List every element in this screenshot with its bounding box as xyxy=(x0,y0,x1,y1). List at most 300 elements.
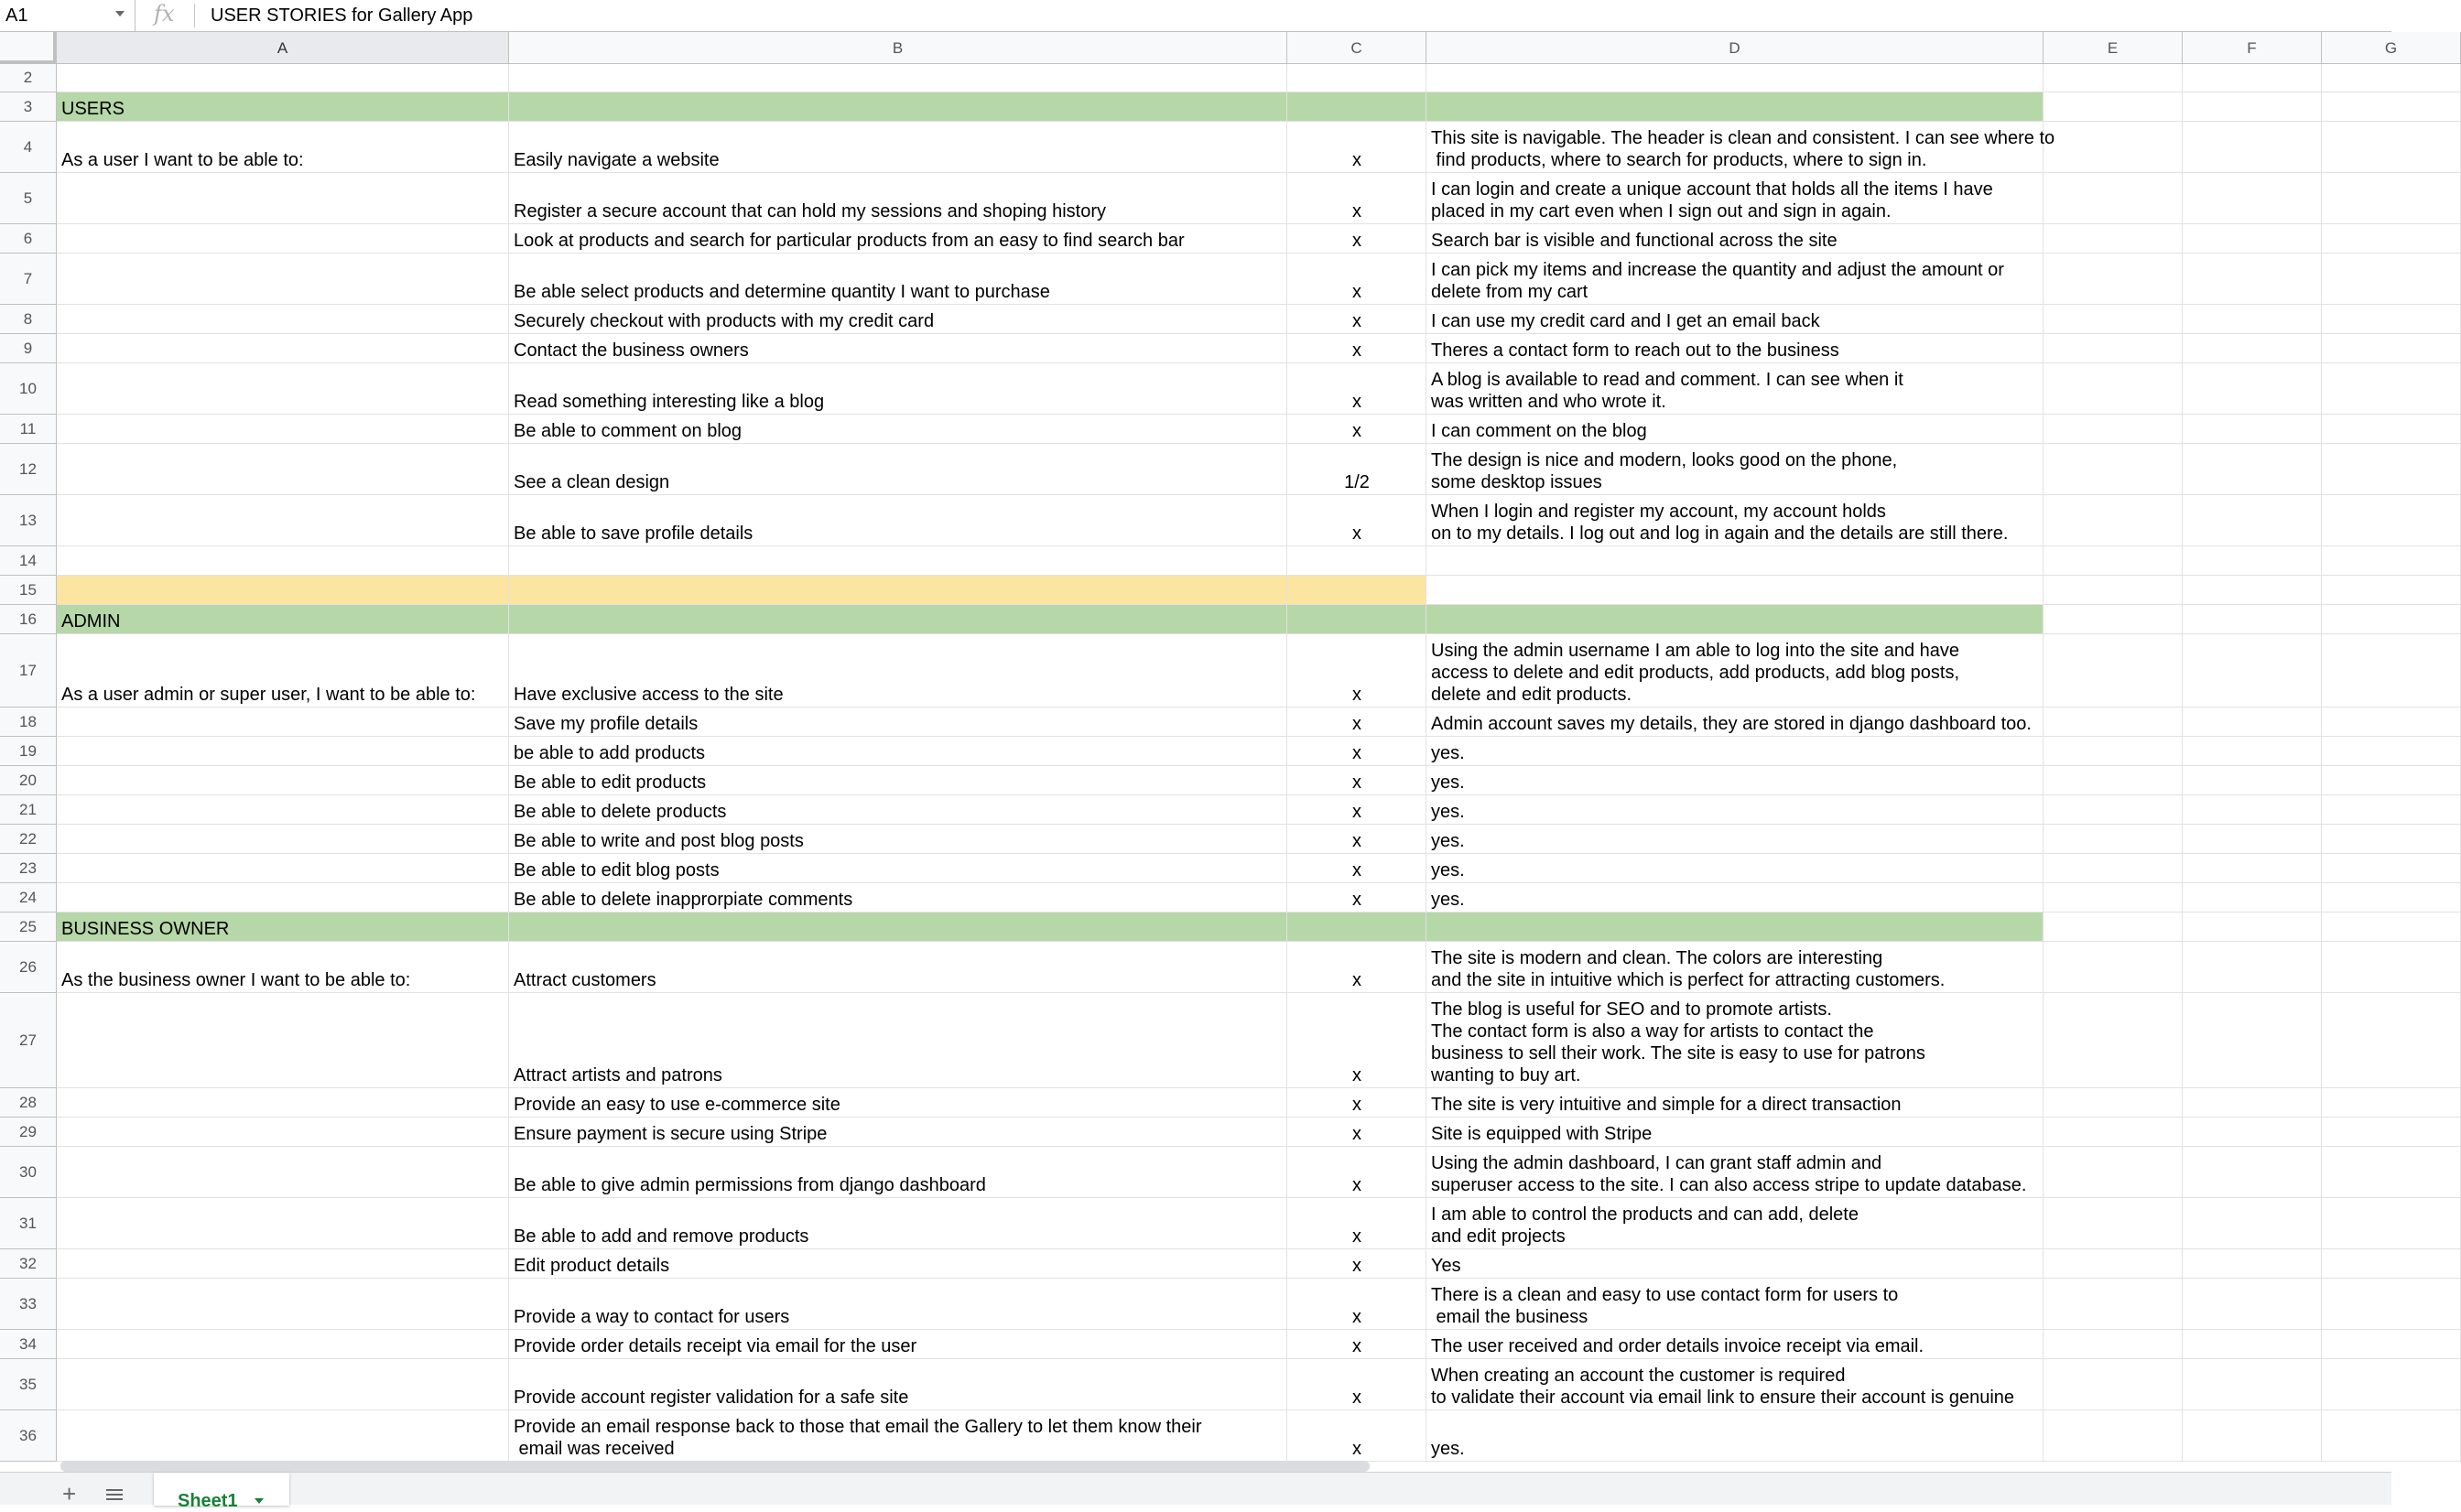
row-header-35[interactable]: 35 xyxy=(0,1359,57,1410)
cell-b19[interactable] xyxy=(509,737,1287,766)
cell-e18[interactable] xyxy=(2044,707,2183,737)
row-header-29[interactable]: 29 xyxy=(0,1118,57,1147)
cell-a32[interactable] xyxy=(57,1249,509,1279)
cell-f22[interactable] xyxy=(2183,825,2322,854)
cell-g28[interactable] xyxy=(2322,1088,2461,1118)
cell-a18[interactable] xyxy=(57,707,509,737)
cell-d10[interactable] xyxy=(1426,363,2044,415)
cell-e34[interactable] xyxy=(2044,1330,2183,1359)
cell-a30[interactable] xyxy=(57,1147,509,1198)
cell-c6[interactable] xyxy=(1287,224,1426,254)
cell-a4[interactable] xyxy=(57,122,509,173)
cell-g21[interactable] xyxy=(2322,795,2461,825)
row-header-2[interactable]: 2 xyxy=(0,64,57,92)
cell-e26[interactable] xyxy=(2044,942,2183,993)
cell-c36[interactable] xyxy=(1287,1410,1426,1462)
cell-d3[interactable] xyxy=(1426,92,2044,122)
cell-b6[interactable] xyxy=(509,224,1287,254)
cell-e15[interactable] xyxy=(2044,576,2183,605)
cell-d26[interactable] xyxy=(1426,942,2044,993)
cell-f25[interactable] xyxy=(2183,913,2322,942)
cell-b10[interactable] xyxy=(509,363,1287,415)
add-sheet-icon[interactable]: + xyxy=(62,1480,77,1507)
cell-f14[interactable] xyxy=(2183,546,2322,576)
row-header-3[interactable]: 3 xyxy=(0,92,57,122)
cell-b20[interactable] xyxy=(509,766,1287,795)
cell-f20[interactable] xyxy=(2183,766,2322,795)
cell-b25[interactable] xyxy=(509,913,1287,942)
cell-a15[interactable] xyxy=(57,576,509,605)
cell-d27[interactable] xyxy=(1426,993,2044,1088)
cell-d6[interactable] xyxy=(1426,224,2044,254)
cell-c31[interactable] xyxy=(1287,1198,1426,1249)
cell-a20[interactable] xyxy=(57,766,509,795)
sheet-tab-label: Sheet1 xyxy=(178,1491,238,1511)
cell-e7[interactable] xyxy=(2044,254,2183,305)
column-header-d[interactable]: D xyxy=(1426,32,2044,64)
cell-d2[interactable] xyxy=(1426,64,2044,92)
cell-b30[interactable] xyxy=(509,1147,1287,1198)
cell-e28[interactable] xyxy=(2044,1088,2183,1118)
cell-d29[interactable] xyxy=(1426,1118,2044,1147)
cell-a7[interactable] xyxy=(57,254,509,305)
cell-b15[interactable] xyxy=(509,576,1287,605)
name-box[interactable] xyxy=(0,0,136,31)
cell-text-line: yes. xyxy=(1431,1439,1465,1459)
row-header-8[interactable]: 8 xyxy=(0,305,57,334)
cell-b14[interactable] xyxy=(509,546,1287,576)
cell-c19[interactable] xyxy=(1287,737,1426,766)
cell-d5[interactable] xyxy=(1426,173,2044,224)
cell-a14[interactable] xyxy=(57,546,509,576)
cell-a25[interactable] xyxy=(57,913,509,942)
cell-a16[interactable] xyxy=(57,605,509,634)
cell-b16[interactable] xyxy=(509,605,1287,634)
cell-g35[interactable] xyxy=(2322,1359,2461,1410)
cell-f6[interactable] xyxy=(2183,224,2322,254)
cell-b3[interactable] xyxy=(509,92,1287,122)
cell-g9[interactable] xyxy=(2322,334,2461,363)
cell-c23[interactable] xyxy=(1287,854,1426,883)
cell-f33[interactable] xyxy=(2183,1279,2322,1330)
cell-f29[interactable] xyxy=(2183,1118,2322,1147)
cell-a28[interactable] xyxy=(57,1088,509,1118)
cell-c32[interactable] xyxy=(1287,1249,1426,1279)
cell-a5[interactable] xyxy=(57,173,509,224)
cell-g19[interactable] xyxy=(2322,737,2461,766)
cell-a36[interactable] xyxy=(57,1410,509,1462)
cell-g13[interactable] xyxy=(2322,495,2461,546)
cell-f18[interactable] xyxy=(2183,707,2322,737)
cell-e11[interactable] xyxy=(2044,415,2183,444)
cell-g16[interactable] xyxy=(2322,605,2461,634)
cell-c34[interactable] xyxy=(1287,1330,1426,1359)
row-header-5[interactable]: 5 xyxy=(0,173,57,224)
cell-f21[interactable] xyxy=(2183,795,2322,825)
cell-f3[interactable] xyxy=(2183,92,2322,122)
cell-f30[interactable] xyxy=(2183,1147,2322,1198)
cell-text-line: x xyxy=(1352,831,1361,851)
cell-f35[interactable] xyxy=(2183,1359,2322,1410)
cell-a17[interactable] xyxy=(57,634,509,707)
cell-f15[interactable] xyxy=(2183,576,2322,605)
cell-e3[interactable] xyxy=(2044,92,2183,122)
cell-e30[interactable] xyxy=(2044,1147,2183,1198)
cell-a33[interactable] xyxy=(57,1279,509,1330)
cell-b8[interactable] xyxy=(509,305,1287,334)
cell-b22[interactable] xyxy=(509,825,1287,854)
cell-g14[interactable] xyxy=(2322,546,2461,576)
cell-d13[interactable] xyxy=(1426,495,2044,546)
cell-b17[interactable] xyxy=(509,634,1287,707)
cell-c30[interactable] xyxy=(1287,1147,1426,1198)
cell-g36[interactable] xyxy=(2322,1410,2461,1462)
cell-a6[interactable] xyxy=(57,224,509,254)
cell-g5[interactable] xyxy=(2322,173,2461,224)
column-header-b[interactable]: B xyxy=(509,32,1287,64)
cell-f11[interactable] xyxy=(2183,415,2322,444)
cell-f5[interactable] xyxy=(2183,173,2322,224)
name-box-dropdown-icon[interactable] xyxy=(115,11,125,16)
cell-d24[interactable] xyxy=(1426,883,2044,913)
cell-b36[interactable] xyxy=(509,1410,1287,1462)
cell-d20[interactable] xyxy=(1426,766,2044,795)
cell-f19[interactable] xyxy=(2183,737,2322,766)
cell-f27[interactable] xyxy=(2183,993,2322,1088)
cell-b18[interactable] xyxy=(509,707,1287,737)
cell-g4[interactable] xyxy=(2322,122,2461,173)
cell-e36[interactable] xyxy=(2044,1410,2183,1462)
row-header-24[interactable]: 24 xyxy=(0,883,57,913)
cell-e20[interactable] xyxy=(2044,766,2183,795)
column-header-a[interactable]: A xyxy=(57,32,509,64)
cell-f13[interactable] xyxy=(2183,495,2322,546)
cell-d7[interactable] xyxy=(1426,254,2044,305)
cell-e24[interactable] xyxy=(2044,883,2183,913)
cell-g33[interactable] xyxy=(2322,1279,2461,1330)
cell-b7[interactable] xyxy=(509,254,1287,305)
cell-c12[interactable] xyxy=(1287,444,1426,495)
cell-e12[interactable] xyxy=(2044,444,2183,495)
cell-f32[interactable] xyxy=(2183,1249,2322,1279)
cell-d12[interactable] xyxy=(1426,444,2044,495)
cell-g26[interactable] xyxy=(2322,942,2461,993)
cell-a9[interactable] xyxy=(57,334,509,363)
cell-a31[interactable] xyxy=(57,1198,509,1249)
cell-d32[interactable] xyxy=(1426,1249,2044,1279)
cell-e22[interactable] xyxy=(2044,825,2183,854)
cell-c22[interactable] xyxy=(1287,825,1426,854)
cell-a35[interactable] xyxy=(57,1359,509,1410)
cell-g18[interactable] xyxy=(2322,707,2461,737)
cell-e31[interactable] xyxy=(2044,1198,2183,1249)
cell-d34[interactable] xyxy=(1426,1330,2044,1359)
cell-b24[interactable] xyxy=(509,883,1287,913)
cell-d16[interactable] xyxy=(1426,605,2044,634)
cell-f17[interactable] xyxy=(2183,634,2322,707)
cell-f12[interactable] xyxy=(2183,444,2322,495)
row-header-18[interactable]: 18 xyxy=(0,707,57,737)
cell-c21[interactable] xyxy=(1287,795,1426,825)
cell-e29[interactable] xyxy=(2044,1118,2183,1147)
cell-c35[interactable] xyxy=(1287,1359,1426,1410)
cell-d18[interactable] xyxy=(1426,707,2044,737)
cell-b23[interactable] xyxy=(509,854,1287,883)
row-header-7[interactable]: 7 xyxy=(0,254,57,305)
cell-e4[interactable] xyxy=(2044,122,2183,173)
cell-g12[interactable] xyxy=(2322,444,2461,495)
cell-b35[interactable] xyxy=(509,1359,1287,1410)
cell-c27[interactable] xyxy=(1287,993,1426,1088)
cell-e35[interactable] xyxy=(2044,1359,2183,1410)
cell-d14[interactable] xyxy=(1426,546,2044,576)
cell-d28[interactable] xyxy=(1426,1088,2044,1118)
cell-a27[interactable] xyxy=(57,993,509,1088)
cell-g3[interactable] xyxy=(2322,92,2461,122)
cell-e32[interactable] xyxy=(2044,1249,2183,1279)
cell-a26[interactable] xyxy=(57,942,509,993)
cell-f31[interactable] xyxy=(2183,1198,2322,1249)
cell-a11[interactable] xyxy=(57,415,509,444)
cell-g8[interactable] xyxy=(2322,305,2461,334)
cell-e27[interactable] xyxy=(2044,993,2183,1088)
cell-f34[interactable] xyxy=(2183,1330,2322,1359)
cell-a21[interactable] xyxy=(57,795,509,825)
row-header-10[interactable]: 10 xyxy=(0,363,57,415)
cell-a19[interactable] xyxy=(57,737,509,766)
row-header-26[interactable]: 26 xyxy=(0,942,57,993)
cell-b12[interactable] xyxy=(509,444,1287,495)
cell-f16[interactable] xyxy=(2183,605,2322,634)
cell-e19[interactable] xyxy=(2044,737,2183,766)
row-header-30[interactable]: 30 xyxy=(0,1147,57,1198)
cell-g17[interactable] xyxy=(2322,634,2461,707)
cell-e8[interactable] xyxy=(2044,305,2183,334)
cell-g6[interactable] xyxy=(2322,224,2461,254)
column-header-c[interactable]: C xyxy=(1287,32,1426,64)
cell-a3[interactable] xyxy=(57,92,509,122)
cell-d19[interactable] xyxy=(1426,737,2044,766)
cell-b2[interactable] xyxy=(509,64,1287,92)
row-header-11[interactable]: 11 xyxy=(0,415,57,444)
cell-d21[interactable] xyxy=(1426,795,2044,825)
cell-b29[interactable] xyxy=(509,1118,1287,1147)
row-header-13[interactable]: 13 xyxy=(0,495,57,546)
row-header-33[interactable]: 33 xyxy=(0,1279,57,1330)
cell-g22[interactable] xyxy=(2322,825,2461,854)
row-header-23[interactable]: 23 xyxy=(0,854,57,883)
cell-g25[interactable] xyxy=(2322,913,2461,942)
row-header-6[interactable]: 6 xyxy=(0,224,57,254)
cell-g7[interactable] xyxy=(2322,254,2461,305)
row-header-17[interactable]: 17 xyxy=(0,634,57,707)
cell-g29[interactable] xyxy=(2322,1118,2461,1147)
cell-g20[interactable] xyxy=(2322,766,2461,795)
cell-f8[interactable] xyxy=(2183,305,2322,334)
cell-d33[interactable] xyxy=(1426,1279,2044,1330)
row-header-27[interactable]: 27 xyxy=(0,993,57,1088)
row-header-15[interactable]: 15 xyxy=(0,576,57,605)
cell-a22[interactable] xyxy=(57,825,509,854)
cell-d11[interactable] xyxy=(1426,415,2044,444)
cell-d15[interactable] xyxy=(1426,576,2044,605)
cell-d25[interactable] xyxy=(1426,913,2044,942)
cell-d35[interactable] xyxy=(1426,1359,2044,1410)
cell-d36[interactable] xyxy=(1426,1410,2044,1462)
cell-e25[interactable] xyxy=(2044,913,2183,942)
cell-c4[interactable] xyxy=(1287,122,1426,173)
cell-b21[interactable] xyxy=(509,795,1287,825)
cell-c3[interactable] xyxy=(1287,92,1426,122)
cell-a10[interactable] xyxy=(57,363,509,415)
cell-d4[interactable] xyxy=(1426,122,2055,173)
cell-d9[interactable] xyxy=(1426,334,2044,363)
row-header-14[interactable]: 14 xyxy=(0,546,57,576)
cell-c8[interactable] xyxy=(1287,305,1426,334)
cell-g15[interactable] xyxy=(2322,576,2461,605)
cell-e23[interactable] xyxy=(2044,854,2183,883)
cell-a8[interactable] xyxy=(57,305,509,334)
cell-c16[interactable] xyxy=(1287,605,1426,634)
cell-a2[interactable] xyxy=(57,64,509,92)
cell-c28[interactable] xyxy=(1287,1088,1426,1118)
cell-c2[interactable] xyxy=(1287,64,1426,92)
row-header-32[interactable]: 32 xyxy=(0,1249,57,1279)
cell-b26[interactable] xyxy=(509,942,1287,993)
cell-c25[interactable] xyxy=(1287,913,1426,942)
cell-f36[interactable] xyxy=(2183,1410,2322,1462)
cell-g10[interactable] xyxy=(2322,363,2461,415)
row-header-25[interactable]: 25 xyxy=(0,913,57,942)
cell-a12[interactable] xyxy=(57,444,509,495)
horizontal-scrollbar[interactable] xyxy=(60,1461,1370,1472)
cell-a23[interactable] xyxy=(57,854,509,883)
cell-b4[interactable] xyxy=(509,122,1287,173)
cell-g23[interactable] xyxy=(2322,854,2461,883)
cell-c14[interactable] xyxy=(1287,546,1426,576)
cell-e17[interactable] xyxy=(2044,634,2183,707)
cell-e2[interactable] xyxy=(2044,64,2183,92)
row-header-4[interactable]: 4 xyxy=(0,122,57,173)
cell-c9[interactable] xyxy=(1287,334,1426,363)
cell-g32[interactable] xyxy=(2322,1249,2461,1279)
cell-d8[interactable] xyxy=(1426,305,2044,334)
row-header-19[interactable]: 19 xyxy=(0,737,57,766)
formula-input[interactable]: USER STORIES for Gallery App xyxy=(211,5,473,26)
cell-e10[interactable] xyxy=(2044,363,2183,415)
cell-a24[interactable] xyxy=(57,883,509,913)
cell-g34[interactable] xyxy=(2322,1330,2461,1359)
row-header-28[interactable]: 28 xyxy=(0,1088,57,1118)
cell-c29[interactable] xyxy=(1287,1118,1426,1147)
cell-b9[interactable] xyxy=(509,334,1287,363)
cell-c33[interactable] xyxy=(1287,1279,1426,1330)
cell-c20[interactable] xyxy=(1287,766,1426,795)
cell-a13[interactable] xyxy=(57,495,509,546)
cell-c15[interactable] xyxy=(1287,576,1426,605)
cell-f24[interactable] xyxy=(2183,883,2322,913)
cell-d22[interactable] xyxy=(1426,825,2044,854)
cell-f23[interactable] xyxy=(2183,854,2322,883)
cell-b31[interactable] xyxy=(509,1198,1287,1249)
column-header-g[interactable]: G xyxy=(2322,32,2461,64)
row-header-21[interactable]: 21 xyxy=(0,795,57,825)
cell-b34[interactable] xyxy=(509,1330,1287,1359)
cell-a29[interactable] xyxy=(57,1118,509,1147)
cell-text-line: A blog is available to read and comment. I can see when it xyxy=(1431,370,1903,390)
cell-e13[interactable] xyxy=(2044,495,2183,546)
cell-c5[interactable] xyxy=(1287,173,1426,224)
column-header-f[interactable]: F xyxy=(2183,32,2322,64)
cell-c18[interactable] xyxy=(1287,707,1426,737)
cell-c17[interactable] xyxy=(1287,634,1426,707)
cell-f7[interactable] xyxy=(2183,254,2322,305)
row-header-34[interactable]: 34 xyxy=(0,1330,57,1359)
cell-e14[interactable] xyxy=(2044,546,2183,576)
cell-a34[interactable] xyxy=(57,1330,509,1359)
cell-c7[interactable] xyxy=(1287,254,1426,305)
cell-b13[interactable] xyxy=(509,495,1287,546)
cell-g2[interactable] xyxy=(2322,64,2461,92)
cell-b5[interactable] xyxy=(509,173,1287,224)
row-header-16[interactable]: 16 xyxy=(0,605,57,634)
cell-d17[interactable] xyxy=(1426,634,2044,707)
cell-f10[interactable] xyxy=(2183,363,2322,415)
cell-e33[interactable] xyxy=(2044,1279,2183,1330)
cell-e16[interactable] xyxy=(2044,605,2183,634)
cell-d30[interactable] xyxy=(1426,1147,2044,1198)
cell-b27[interactable] xyxy=(509,993,1287,1088)
cell-f2[interactable] xyxy=(2183,64,2322,92)
cell-c11[interactable] xyxy=(1287,415,1426,444)
sheet-tab-sheet1[interactable] xyxy=(154,1473,289,1511)
cell-e21[interactable] xyxy=(2044,795,2183,825)
cell-b11[interactable] xyxy=(509,415,1287,444)
row-header-12[interactable]: 12 xyxy=(0,444,57,495)
row-header-9[interactable]: 9 xyxy=(0,334,57,363)
cell-e5[interactable] xyxy=(2044,173,2183,224)
cell-f4[interactable] xyxy=(2183,122,2322,173)
cell-c13[interactable] xyxy=(1287,495,1426,546)
cell-b33[interactable] xyxy=(509,1279,1287,1330)
cell-d31[interactable] xyxy=(1426,1198,2044,1249)
cell-e6[interactable] xyxy=(2044,224,2183,254)
row-header-36[interactable]: 36 xyxy=(0,1410,57,1462)
row-header-31[interactable]: 31 xyxy=(0,1198,57,1249)
cell-f9[interactable] xyxy=(2183,334,2322,363)
all-sheets-menu-icon[interactable] xyxy=(106,1489,123,1500)
cell-f28[interactable] xyxy=(2183,1088,2322,1118)
cell-c10[interactable] xyxy=(1287,363,1426,415)
row-header-22[interactable]: 22 xyxy=(0,825,57,854)
cell-g27[interactable] xyxy=(2322,993,2461,1088)
cell-c24[interactable] xyxy=(1287,883,1426,913)
sheet-tab-dropdown-icon[interactable] xyxy=(255,1498,264,1504)
cell-f26[interactable] xyxy=(2183,942,2322,993)
cell-g24[interactable] xyxy=(2322,883,2461,913)
cell-d23[interactable] xyxy=(1426,854,2044,883)
cell-g30[interactable] xyxy=(2322,1147,2461,1198)
cell-e9[interactable] xyxy=(2044,334,2183,363)
column-header-e[interactable]: E xyxy=(2044,32,2183,64)
cell-c26[interactable] xyxy=(1287,942,1426,993)
cell-g31[interactable] xyxy=(2322,1198,2461,1249)
cell-b28[interactable] xyxy=(509,1088,1287,1118)
select-all-corner[interactable] xyxy=(0,32,57,64)
cell-g11[interactable] xyxy=(2322,415,2461,444)
cell-b32[interactable] xyxy=(509,1249,1287,1279)
row-header-20[interactable]: 20 xyxy=(0,766,57,795)
